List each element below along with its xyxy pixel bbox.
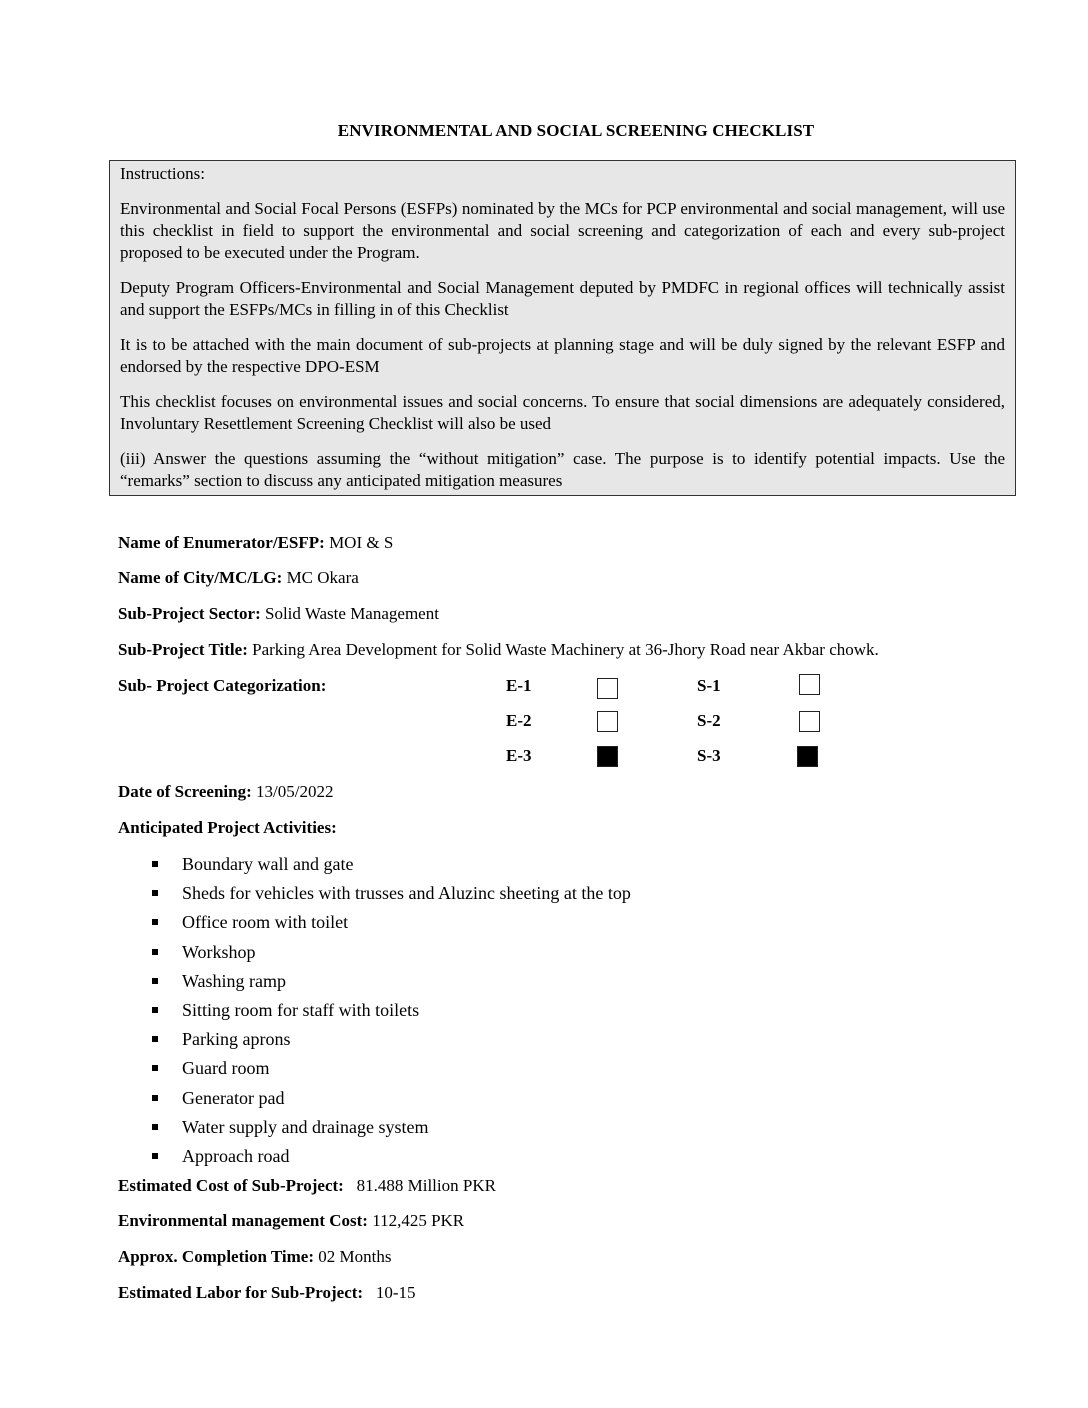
category-s2-checkbox[interactable] (799, 711, 820, 732)
cost-field (118, 1176, 496, 1196)
categorization-field (118, 676, 326, 696)
category-s3-label: S-3 (697, 746, 721, 765)
env-cost-value: 112,425 PKR (372, 1211, 465, 1230)
enumerator-field (118, 533, 393, 553)
bullet-icon (152, 890, 158, 896)
city-field (118, 568, 359, 588)
category-e3-checkbox[interactable] (597, 746, 618, 767)
instructions-box (109, 160, 1016, 496)
cost-label: Estimated Cost of Sub-Project: (118, 1176, 344, 1195)
category-e1-checkbox[interactable] (597, 678, 618, 699)
category-s3-checkbox[interactable] (797, 746, 818, 767)
category-e3-label: E-3 (506, 746, 532, 765)
instructions-paragraph: This checklist focuses on environmental issues and social concerns. To ensure that social dimensions are adequately considered, Involuntary Resettlement Screening Checklist will also be used (120, 392, 1005, 433)
category-e2-checkbox[interactable] (597, 711, 618, 732)
category-e1-label: E-1 (506, 676, 532, 695)
bullet-icon (152, 919, 158, 925)
list-item: Sitting room for staff with toilets (150, 998, 631, 1027)
bullet-icon (152, 978, 158, 984)
city-value: MC Okara (286, 568, 359, 587)
activities-field (118, 818, 337, 838)
category-s1-checkbox[interactable] (799, 674, 820, 695)
list-item: Parking aprons (150, 1027, 631, 1056)
list-item: Boundary wall and gate (150, 852, 631, 881)
page-title: ENVIRONMENTAL AND SOCIAL SCREENING CHECKLIST (337, 121, 815, 140)
bullet-icon (152, 1095, 158, 1101)
cost-value: 81.488 Million PKR (356, 1176, 496, 1195)
labor-field (118, 1283, 416, 1303)
city-label: Name of City/MC/LG: (118, 568, 283, 587)
completion-value: 02 Months (318, 1247, 392, 1266)
sector-value: Solid Waste Management (264, 604, 439, 623)
date-value: 13/05/2022 (256, 782, 334, 801)
project-title-label: Sub-Project Title: (118, 640, 248, 659)
bullet-icon (152, 1153, 158, 1159)
activities-list (150, 852, 631, 1173)
category-s2-label: S-2 (697, 711, 721, 730)
instructions-heading: Instructions: (120, 164, 205, 183)
list-item: Workshop (150, 940, 631, 969)
labor-label: Estimated Labor for Sub-Project: (118, 1283, 364, 1302)
list-item: Generator pad (150, 1086, 631, 1115)
labor-value: 10-15 (375, 1283, 416, 1302)
date-field (118, 782, 333, 802)
instructions-paragraph: Deputy Program Officers-Environmental and Social Management deputed by PMDFC in regional offices will technically assist and support the ESFPs/MCs in filling in of this Checklist (120, 278, 1005, 319)
list-item: Office room with toilet (150, 910, 631, 939)
project-title-field (118, 640, 879, 660)
sector-field (118, 604, 439, 624)
instructions-paragraph: It is to be attached with the main document of sub-projects at planning stage and will be duly signed by the relevant ESFP and endorsed by the respective DPO-ESM (120, 335, 1005, 376)
bullet-icon (152, 1007, 158, 1013)
category-s1-label: S-1 (697, 676, 721, 695)
list-item: Guard room (150, 1056, 631, 1085)
category-e2-label: E-2 (506, 711, 532, 730)
completion-field (118, 1247, 391, 1267)
instructions-paragraph: (iii) Answer the questions assuming the “without mitigation” case. The purpose is to identify potential impacts. Use the “remarks” section to discuss any anticipated mitigation measures (120, 449, 1005, 490)
completion-label: Approx. Completion Time: (118, 1247, 314, 1266)
categorization-label: Sub- Project Categorization: (118, 676, 327, 695)
enumerator-value: MOI & S (329, 533, 394, 552)
sector-label: Sub-Project Sector: (118, 604, 261, 623)
env-cost-label: Environmental management Cost: (118, 1211, 368, 1230)
enumerator-label: Name of Enumerator/ESFP: (118, 533, 325, 552)
bullet-icon (152, 949, 158, 955)
bullet-icon (152, 861, 158, 867)
bullet-icon (152, 1124, 158, 1130)
project-title-value: Parking Area Development for Solid Waste Machinery at 36-Jhory Road near Akbar chowk. (252, 640, 879, 659)
list-item: Water supply and drainage system (150, 1115, 631, 1144)
list-item: Washing ramp (150, 969, 631, 998)
list-item: Sheds for vehicles with trusses and Aluzinc sheeting at the top (150, 881, 631, 910)
bullet-icon (152, 1036, 158, 1042)
bullet-icon (152, 1065, 158, 1071)
env-cost-field (118, 1211, 464, 1231)
list-item: Approach road (150, 1144, 631, 1173)
activities-label: Anticipated Project Activities: (118, 818, 337, 837)
date-label: Date of Screening: (118, 782, 252, 801)
instructions-paragraph: Environmental and Social Focal Persons (ESFPs) nominated by the MCs for PCP environmental and social management, will use this checklist in field to support the environmental and social screening and categorization of each and every sub-project proposed to be executed under the Program. (120, 199, 1005, 262)
